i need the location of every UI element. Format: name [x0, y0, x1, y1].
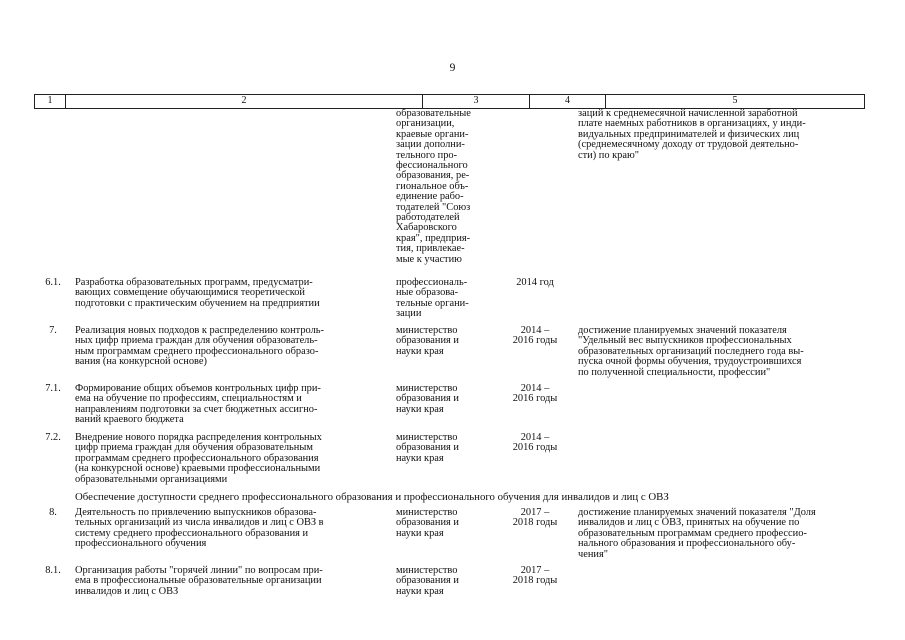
row-result: достижение планируемых значений показателя "Доля инвалидов и лиц с ОВЗ, принятых на обучение по образовательным программам среднего профессио- нального образования и профессионального обу- чения": [578, 507, 816, 560]
row-executor: министерство образования и науки края: [396, 325, 459, 357]
row-term: 2014 – 2016 годы: [512, 383, 558, 405]
header-col-4: 4: [529, 95, 605, 108]
row-executor: министерство образования и науки края: [396, 565, 459, 597]
header-col-5: 5: [605, 95, 865, 108]
header-col-3: 3: [422, 95, 529, 108]
row-term: 2017 – 2018 годы: [512, 565, 558, 587]
section-title: Обеспечение доступности среднего профессионального образования и профессионального обучения для инвалидов и лиц с ОВЗ: [75, 491, 669, 503]
row-executor: министерство образования и науки края: [396, 432, 459, 464]
row-number: 7.1.: [45, 383, 61, 394]
continuation-executors: образовательные организации, краевые органи- зации дополни- тельного про- фессионального образования, ре- гиональное объ- единение рабо- тодателей "Союз работодателей Хабаровского края", предприя- тия, привлекае- мые к участию: [396, 108, 471, 265]
row-number: 6.1.: [45, 277, 61, 288]
row-description: Организация работы "горячей линии" по вопросам при- ема в профессиональные образовательные организации инвалидов и лиц с ОВЗ: [75, 565, 323, 597]
row-description: Реализация новых подходов к распределению контроль- ных цифр приема граждан для обучения образователь- ным программам среднего профессионального образо- вания (на конкурсной основе): [75, 325, 324, 368]
row-number: 7.2.: [45, 432, 61, 443]
row-number: 8.: [49, 507, 57, 518]
row-term: 2014 год: [516, 277, 554, 288]
row-executor: профессиональ- ные образова- тельные органи- зации: [396, 277, 469, 320]
continuation-result: заций к среднемесячной начисленной заработной плате наемных работников в организациях, у инди- видуальных предпринимателей и физических лиц (среднемесячному доходу от трудовой деятельно- сти) по краю": [578, 108, 806, 161]
row-description: Разработка образовательных программ, предусматри- вающих совмещение обучающимися теоретической подготовки с практическим обучением на предприятии: [75, 277, 320, 309]
row-executor: министерство образования и науки края: [396, 507, 459, 539]
row-result: достижение планируемых значений показателя "Удельный вес выпускников профессиональных образовательных организаций последнего года вы- пуска очной формы обучения, трудоустроившихся по полученной специальности, профессии": [578, 325, 804, 378]
row-term: 2017 – 2018 годы: [512, 507, 558, 529]
row-executor: министерство образования и науки края: [396, 383, 459, 415]
row-description: Формирование общих объемов контрольных цифр при- ема на обучение по профессиям, специальностям и направлениям подготовки за счет бюджетных ассигно- ваний краевого бюджета: [75, 383, 321, 426]
row-number: 8.1.: [45, 565, 61, 576]
row-description: Деятельность по привлечению выпускников образова- тельных организаций из числа инвалидов и лиц с ОВЗ в систему среднего профессионального образования и профессионального обучения: [75, 507, 324, 550]
page-number: 9: [449, 62, 456, 74]
row-term: 2014 – 2016 годы: [512, 432, 558, 454]
row-term: 2014 – 2016 годы: [512, 325, 558, 347]
table-header: [34, 94, 865, 109]
row-description: Внедрение нового порядка распределения контрольных цифр приема граждан для обучения образовательным программам среднего профессионального образования (на конкурсной основе) краевыми профессиональными образовательными организациями: [75, 432, 322, 485]
header-col-2: 2: [65, 95, 422, 108]
row-number: 7.: [49, 325, 57, 336]
header-col-1: 1: [34, 95, 65, 108]
